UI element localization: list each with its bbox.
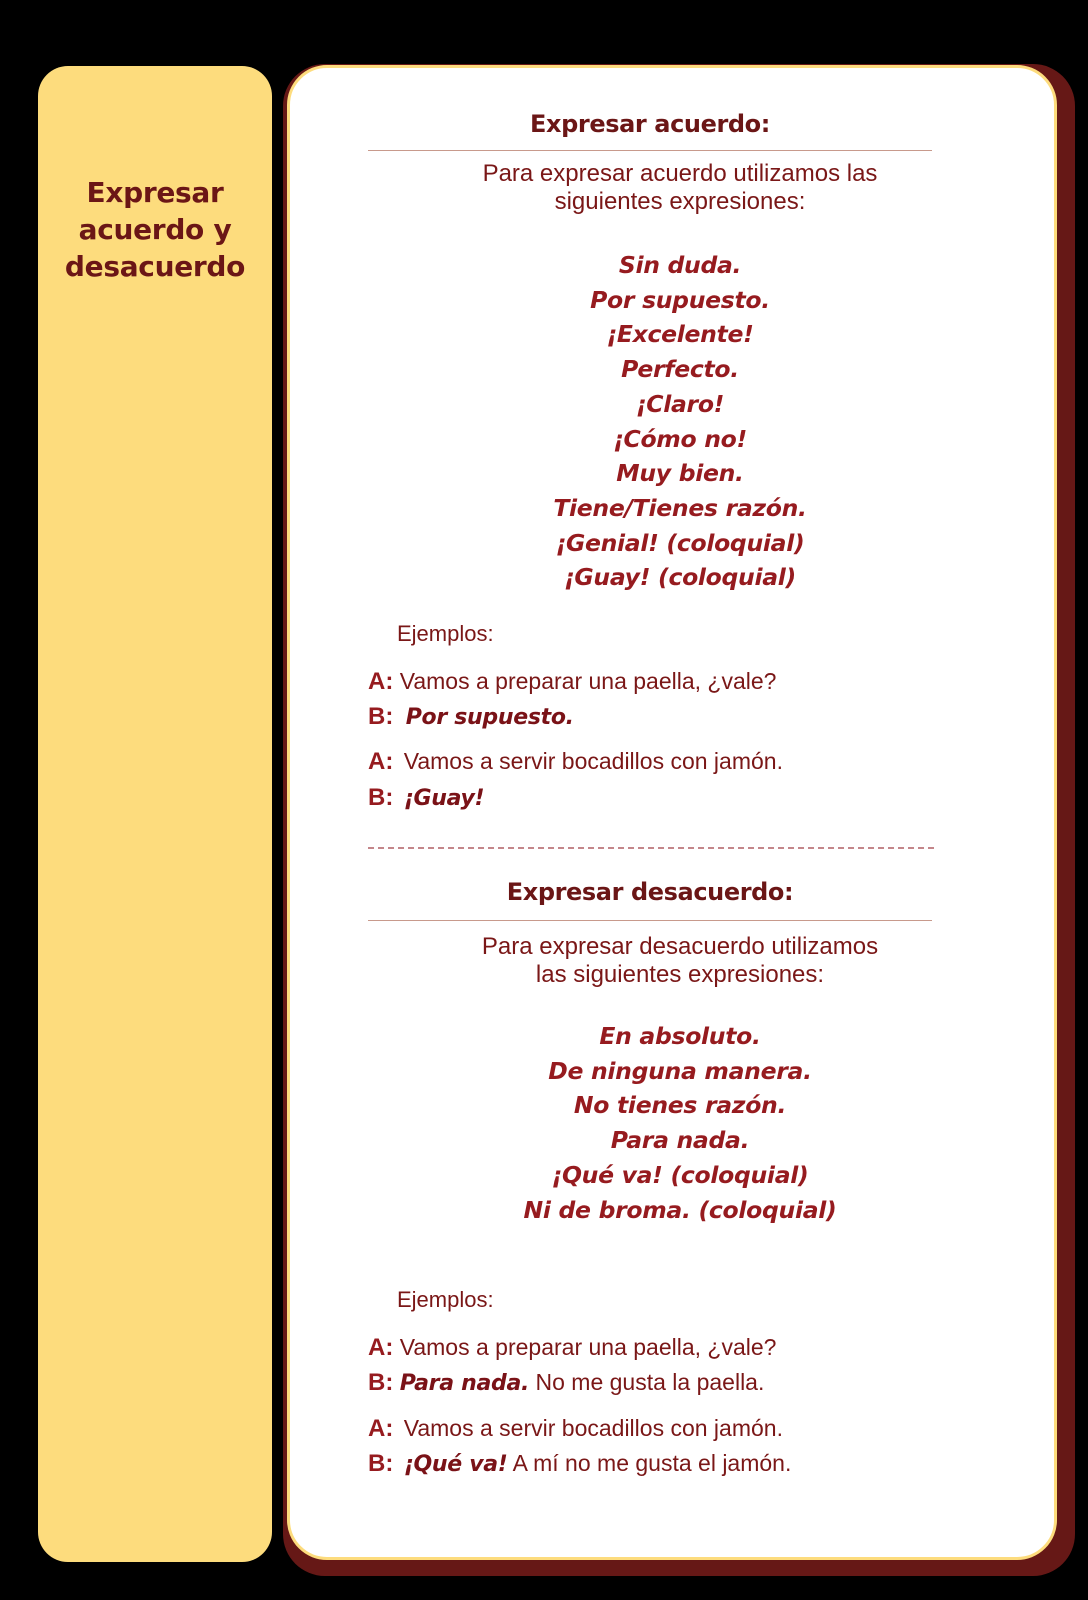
intro-line: las siguientes expresiones: <box>535 961 825 988</box>
side-title-line: Expresar <box>86 176 224 209</box>
speaker-label: B: <box>368 703 394 730</box>
expression-item: ¡Excelente! <box>606 320 754 349</box>
expression-item: De ninguna manera. <box>548 1056 812 1085</box>
speaker-label: A: <box>368 1334 394 1361</box>
dialog-emphasis: ¡Guay! <box>403 786 485 811</box>
dialog-line <box>368 1448 791 1480</box>
expression-item: Perfecto. <box>621 355 739 384</box>
agreement-expressions <box>398 248 962 595</box>
expression-item: ¡Guay! (coloquial) <box>564 563 796 592</box>
expression-item: Ni de broma. (coloquial) <box>523 1195 837 1224</box>
dialog-emphasis: Por supuesto. <box>405 705 574 730</box>
speaker-label: B: <box>368 1450 394 1477</box>
dialog-text: Vamos a servir bocadillos con jamón. <box>403 1415 783 1441</box>
expression-item: No tienes razón. <box>573 1091 787 1120</box>
dialog-line <box>368 782 484 814</box>
expression-item: Para nada. <box>610 1126 750 1155</box>
disagreement-divider <box>368 920 932 921</box>
expression-item: ¡Cómo no! <box>613 424 747 453</box>
agreement-divider <box>368 150 932 151</box>
expression-item: Por supuesto. <box>590 285 770 314</box>
dialog-line <box>368 746 783 777</box>
dialog-line <box>368 666 776 697</box>
speaker-label: A: <box>368 668 394 695</box>
expression-item: ¡Claro! <box>635 389 725 418</box>
dialog-line <box>368 1413 783 1444</box>
section-separator <box>368 847 934 849</box>
speaker-label: A: <box>368 748 394 775</box>
expression-item: ¡Genial! (coloquial) <box>555 528 805 557</box>
intro-line: Para expresar acuerdo utilizamos las <box>482 160 878 187</box>
intro-line: Para expresar desacuerdo utilizamos <box>481 933 879 960</box>
speaker-label: A: <box>368 1415 394 1442</box>
dialog-emphasis: Para nada. <box>399 1371 530 1396</box>
dialog-text: A mí no me gusta el jamón. <box>512 1450 792 1476</box>
side-panel <box>38 66 272 1562</box>
expression-item: ¡Qué va! (coloquial) <box>551 1160 809 1189</box>
dialog-line <box>368 701 574 733</box>
dialog-text: Vamos a preparar una paella, ¿vale? <box>399 1334 777 1360</box>
intro-line: siguientes expresiones: <box>554 188 806 215</box>
dialog-text: Vamos a preparar una paella, ¿vale? <box>399 668 777 694</box>
expression-item: Muy bien. <box>616 459 744 488</box>
expression-item: Tiene/Tienes razón. <box>553 493 807 522</box>
dialog-text: No me gusta la paella. <box>535 1369 765 1395</box>
disagreement-intro <box>398 933 962 989</box>
dialog-emphasis: ¡Qué va! <box>403 1452 508 1477</box>
disagreement-expressions <box>398 1019 962 1227</box>
agreement-examples-label: Ejemplos: <box>397 621 494 646</box>
agreement-intro <box>398 160 962 216</box>
dialog-line <box>368 1332 776 1363</box>
side-title-line: acuerdo y <box>78 213 232 246</box>
expression-item: En absoluto. <box>599 1022 761 1050</box>
expression-item: Sin duda. <box>618 251 742 279</box>
side-title-line: desacuerdo <box>64 250 246 283</box>
dialog-text: Vamos a servir bocadillos con jamón. <box>403 748 783 774</box>
side-title <box>38 174 272 285</box>
agreement-heading: Expresar acuerdo: <box>530 110 770 138</box>
disagreement-heading: Expresar desacuerdo: <box>506 878 794 906</box>
speaker-label: B: <box>368 784 394 811</box>
disagreement-examples-label: Ejemplos: <box>397 1287 494 1312</box>
dialog-line <box>368 1367 764 1399</box>
speaker-label: B: <box>368 1369 394 1396</box>
